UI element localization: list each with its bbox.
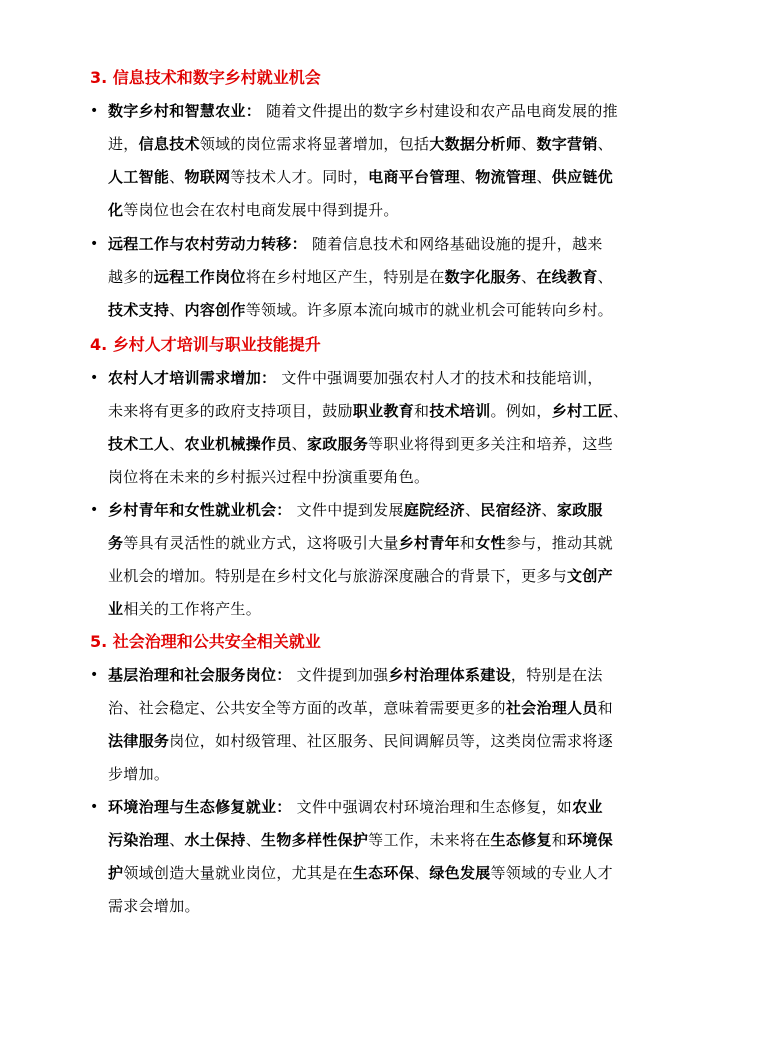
text-run: 等技术人才。同时， [230,168,369,186]
text-run: 和 [414,402,430,420]
bold-term: 乡村工匠 [551,402,613,420]
text-run: 、 [169,168,185,186]
text-run: 文件提到加强 [291,666,389,684]
bullet-icon: • [90,667,99,683]
paragraph-line [108,234,603,254]
bold-term: 技术工人 [108,435,170,453]
text-run: 步增加。 [108,765,170,783]
bold-term: 环境治理与生态修复就业： [108,798,292,816]
bold-term: 生物多样性保护 [261,831,369,849]
text-run: 随着文件提出的数字乡村建设和农产品电商发展的推 [261,102,618,120]
bold-term: 生态环保 [352,864,415,882]
text-run: 需求会增加。 [108,897,200,915]
text-run: 等领域。许多原本流向城市的就业机会可能转向乡村。 [245,301,613,319]
text-run: 岗位，如村级管理、社区服务、民间调解员等，这类岗位需求将逐 [169,732,613,750]
bold-term: 数字化服务 [444,268,522,286]
bullet-icon: • [90,502,99,518]
bold-term: 技术支持 [108,301,170,319]
bullet-icon: • [90,370,99,386]
paragraph-line [108,830,613,850]
text-run: 未来将有更多的政府支持项目，鼓励 [108,402,353,420]
text-run: 将在乡村地区产生，特别是在 [245,268,445,286]
bold-term: 信息技术 [138,135,200,153]
text-run: 等职业将得到更多关注和培养，这些 [368,435,613,453]
paragraph-line [108,200,399,220]
bold-term: 基层治理和社会服务岗位： [108,666,292,684]
bold-term: 家政服 [556,501,603,519]
bold-term: 人工智能 [108,168,170,186]
bold-term: 乡村青年和女性就业机会： [108,501,292,519]
text-run: 、 [169,301,185,319]
bold-term: 护 [108,864,124,882]
text-run: 领域创造大量就业岗位，尤其是在 [123,864,353,882]
bold-term: 供应链优 [551,168,613,186]
bold-term: 物流管理 [475,168,537,186]
text-run: 和 [597,699,613,717]
text-run: 文件中强调要加强农村人才的技术和技能培训， [276,369,603,387]
bold-term: 农业 [572,798,603,816]
paragraph-line [108,368,603,388]
bold-term: 远程工作岗位 [153,268,246,286]
bold-term: 内容创作 [184,301,246,319]
bold-term: 民宿经济 [480,501,542,519]
text-run: 、 [597,135,613,153]
paragraph-line [108,863,613,883]
paragraph-line [108,797,603,817]
text-run: 、 [612,402,629,420]
bold-term: 业 [108,600,124,618]
paragraph-line [108,566,613,586]
bold-term: 乡村青年 [398,534,460,552]
text-run: 、 [521,268,537,286]
text-run: 文件中强调农村环境治理和生态修复，如 [291,798,573,816]
text-run: 等工作，未来将在 [368,831,491,849]
bold-term: 污染治理 [108,831,170,849]
paragraph-line [108,500,603,520]
bold-term: 职业教育 [352,402,415,420]
bold-term: 环境保 [567,831,613,849]
text-run: 、 [245,831,262,849]
paragraph-line [108,731,613,751]
bold-term: 农业机械操作员 [184,435,292,453]
paragraph-line [108,401,628,421]
paragraph-line [108,134,613,154]
text-run: 领域的岗位需求将显著增加，包括 [199,135,430,153]
section-heading: 5. 社会治理和公共安全相关就业 [90,632,321,651]
bold-term: 水土保持 [184,831,246,849]
text-run: 治、社会稳定、公共安全等方面的改革，意味着需要更多的 [108,699,506,717]
text-run: 等岗位也会在农村电商发展中得到提升。 [123,201,399,219]
paragraph-line [108,599,261,619]
bold-term: 家政服务 [306,435,369,453]
bold-term: 远程工作与农村劳动力转移： [108,235,307,253]
text-run: 、 [459,168,476,186]
text-run: 、 [291,435,307,453]
bold-term: 在线教育 [536,268,598,286]
bold-term: 绿色发展 [429,864,491,882]
text-run: 越多的 [108,268,154,286]
bold-term: 法律服务 [108,732,170,750]
text-run: 等领域的专业人才 [490,864,613,882]
text-run: 随着信息技术和网络基础设施的提升，越来 [306,235,603,253]
text-run: 、 [464,501,481,519]
text-run: 。例如， [490,402,552,420]
paragraph-line [108,533,613,553]
paragraph-line [108,467,429,487]
paragraph-line [108,698,613,718]
bullet-icon: • [90,103,99,119]
text-run: 和 [459,534,476,552]
bold-term: 乡村治理体系建设 [388,666,511,684]
bold-term: 数字营销 [536,135,598,153]
bold-term: 社会治理人员 [505,699,598,717]
paragraph-line [108,300,613,320]
bold-term: 大数据分析师 [429,135,522,153]
text-run: 、 [597,268,613,286]
text-run: 、 [169,435,185,453]
bold-term: 化 [108,201,124,219]
bold-term: 文创产 [567,567,613,585]
bold-term: 农村人才培训需求增加： [108,369,277,387]
text-run: 、 [541,501,557,519]
text-run: 相关的工作将产生。 [123,600,262,618]
paragraph-line [108,101,618,121]
text-run: 、 [536,168,552,186]
text-run: 等具有灵活性的就业方式，这将吸引大量 [123,534,399,552]
section-heading: 3. 信息技术和数字乡村就业机会 [90,68,321,87]
text-run: 业机会的增加。特别是在乡村文化与旅游深度融合的背景下，更多与 [108,567,568,585]
paragraph-line [108,434,613,454]
paragraph-line [108,896,200,916]
bold-term: 女性 [475,534,506,552]
section-heading: 4. 乡村人才培训与职业技能提升 [90,335,321,354]
text-run: 、 [414,864,430,882]
bullet-icon: • [90,799,99,815]
bold-term: 生态修复 [490,831,552,849]
text-run: 和 [551,831,568,849]
bullet-icon: • [90,236,99,252]
text-run: ，特别是在法 [510,666,603,684]
paragraph-line [108,764,169,784]
bold-term: 技术培训 [429,402,491,420]
bold-term: 电商平台管理 [368,168,460,186]
bold-term: 物联网 [184,168,231,186]
text-run: 文件中提到发展 [291,501,404,519]
paragraph-line [108,167,613,187]
text-run: 、 [521,135,537,153]
text-run: 进， [108,135,139,153]
bold-term: 庭院经济 [403,501,465,519]
paragraph-line [108,267,613,287]
paragraph-line [108,665,603,685]
bold-term: 数字乡村和智慧农业： [108,102,262,120]
text-run: 、 [169,831,185,849]
text-run: 参与，推动其就 [505,534,613,552]
text-run: 岗位将在未来的乡村振兴过程中扮演重要角色。 [108,468,430,486]
bold-term: 务 [108,534,124,552]
